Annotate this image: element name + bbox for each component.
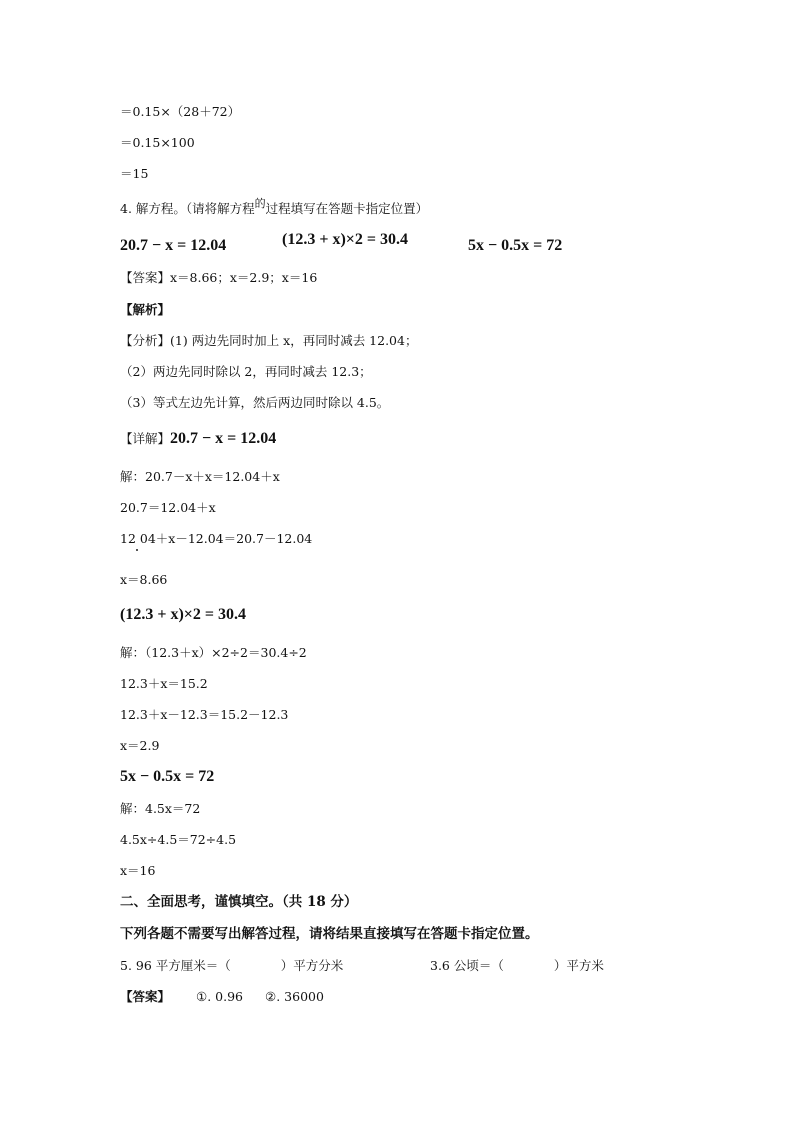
question-5-part-b: 3.6 公顷＝（ ）平方米: [430, 958, 604, 973]
calc-line-3: ＝15: [120, 166, 149, 181]
step-2-1: 解：（12.3＋x）×2÷2＝30.4÷2: [120, 645, 307, 660]
section-2-instruction: 下列各题不需要写出解答过程，请将结果直接填写在答题卡指定位置。: [120, 926, 539, 942]
step-3-1: 解：4.5x＝72: [120, 801, 201, 816]
step-1-1: 解：20.7－x＋x＝12.04＋x: [120, 469, 280, 484]
analysis-line-2: （2）两边先同时除以 2，再同时减去 12.3；: [120, 364, 372, 379]
equation-b: (12.3 + x)×2 = 30.4: [282, 231, 409, 248]
step-3-2: 4.5x÷4.5＝72÷4.5: [120, 832, 237, 847]
step-3-3: x＝16: [120, 863, 156, 878]
q5-answer-label: 【答案】: [120, 989, 171, 1004]
analysis-line-1: 【分析】(1) 两边先同时加上 x，再同时减去 12.04；: [120, 333, 418, 348]
section-2-heading: 二、全面思考，谨慎填空。（共 18 分）: [120, 894, 358, 910]
calc-line-2: ＝0.15×100: [120, 135, 195, 150]
equation-b-detail: (12.3 + x)×2 = 30.4: [120, 606, 247, 623]
q4-text-post: 过程填写在答题卡指定位置）: [265, 201, 429, 216]
step-2-2: 12.3＋x＝15.2: [120, 676, 208, 691]
detail-label: 【详解】: [120, 431, 171, 446]
equation-a: 20.7 − x = 12.04: [120, 237, 227, 254]
analysis-line-3: （3）等式左边先计算，然后两边同时除以 4.5。: [120, 395, 390, 410]
q5-answer-1: ①. 0.96: [196, 989, 244, 1004]
q4-text-pre: 4. 解方程。（请将解方程: [120, 201, 255, 216]
decimal-dot-mark: [136, 549, 138, 551]
answer-line: 【答案】x＝8.66；x＝2.9；x＝16: [120, 270, 318, 285]
question-5-answer: [120, 989, 324, 1005]
step-2-3: 12.3＋x－12.3＝15.2－12.3: [120, 707, 289, 722]
step-1-4: x＝8.66: [120, 572, 168, 587]
analysis-heading: 【解析】: [120, 302, 171, 317]
detail-equation: 20.7 − x = 12.04: [170, 430, 277, 447]
q5-answer-2: ②. 36000: [265, 989, 324, 1004]
question-4-title: [120, 197, 429, 218]
step-1-3: 12 04＋x－12.04＝20.7－12.04: [120, 531, 313, 546]
equation-c-detail: 5x − 0.5x = 72: [120, 768, 215, 785]
detail-heading: [120, 431, 276, 447]
step-1-2: 20.7＝12.04＋x: [120, 500, 216, 515]
q4-text-sup: 的: [254, 197, 266, 210]
step-2-4: x＝2.9: [120, 738, 160, 753]
equation-c: 5x − 0.5x = 72: [468, 237, 563, 254]
calc-line-1: ＝0.15×（28＋72）: [120, 104, 241, 119]
question-5-part-a: 5. 96 平方厘米＝（ ）平方分米: [120, 958, 344, 973]
